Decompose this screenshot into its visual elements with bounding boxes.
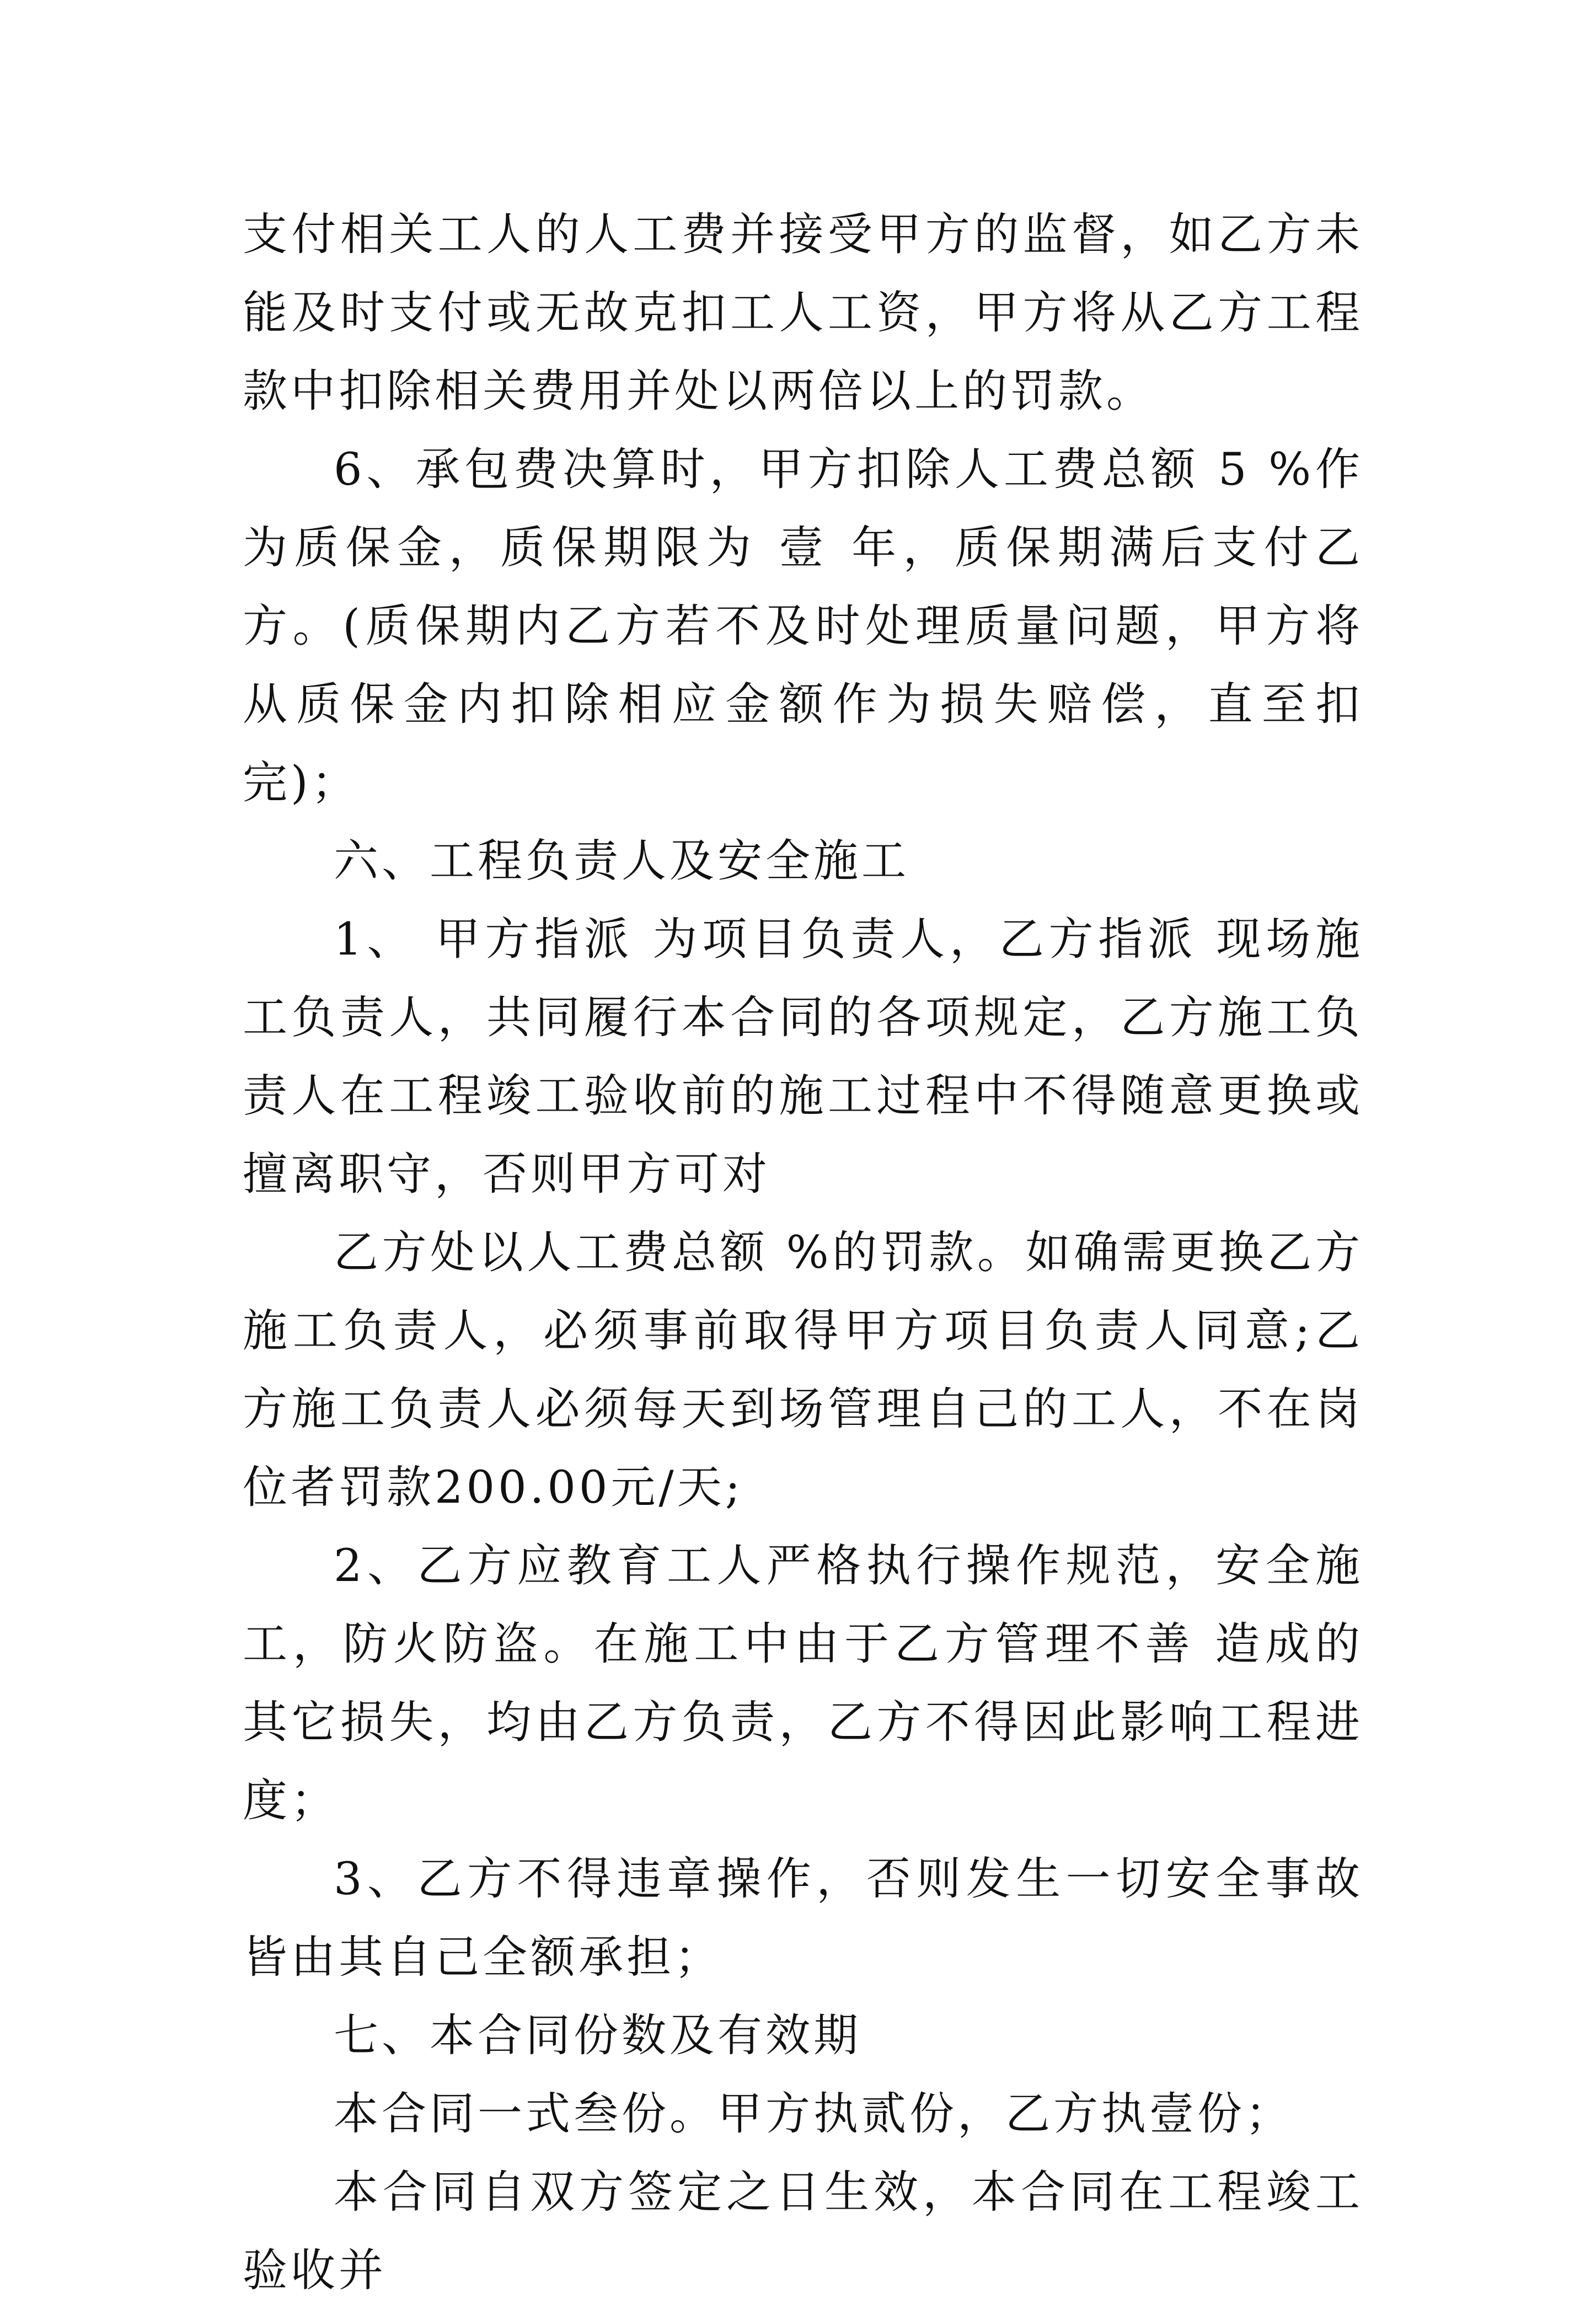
paragraph-clause-2-safety: 2、乙方应教育工人严格执行操作规范，安全施工，防火防盗。在施工中由于乙方管理不善 造成的其它损失，均由乙方负责，乙方不得因此影响工程进度； — [243, 1540, 1363, 1827]
paragraph-copies: 本合同一式叁份。甲方执贰份，乙方执壹份； — [334, 2088, 1294, 2140]
paragraph-clause-6-warranty: 6、承包费决算时，甲方扣除人工费总额 5 %作为质保金，质保期限为 壹 年，质保期满后支付乙方。(质保期内乙方若不及时处理质量问题，甲方将从质保金内扣除相应金额作为损失赔偿，直至扣完)； — [243, 444, 1363, 809]
paragraph-effective-date: 本合同自双方签定之日生效，本合同在工程竣工验收并 — [243, 2167, 1363, 2297]
section-heading-6: 六、工程负责人及安全施工 — [334, 835, 910, 887]
document-body — [243, 196, 1363, 2310]
paragraph-clause-3-violations: 3、乙方不得违章操作，否则发生一切安全事故皆由其自己全额承担； — [243, 1853, 1363, 1984]
paragraph-clause-1-project-leads: 1、 甲方指派 为项目负责人，乙方指派 现场施工负责人，共同履行本合同的各项规定，乙方施工负责人在工程竣工验收前的施工过程中不得随意更换或擅离职守，否则甲方可对 — [243, 914, 1363, 1200]
paragraph-penalty-replacement: 乙方处以人工费总额 %的罚款。如确需更换乙方施工负责人，必须事前取得甲方项目负责人同意;乙方施工负责人必须每天到场管理自己的工人，不在岗位者罚款200.00元/天; — [243, 1227, 1363, 1514]
section-heading-7: 七、本合同份数及有效期 — [334, 2010, 862, 2062]
paragraph-wage-payment: 支付相关工人的人工费并接受甲方的监督，如乙方未能及时支付或无故克扣工人工资，甲方将从乙方工程款中扣除相关费用并处以两倍以上的罚款。 — [243, 209, 1363, 417]
